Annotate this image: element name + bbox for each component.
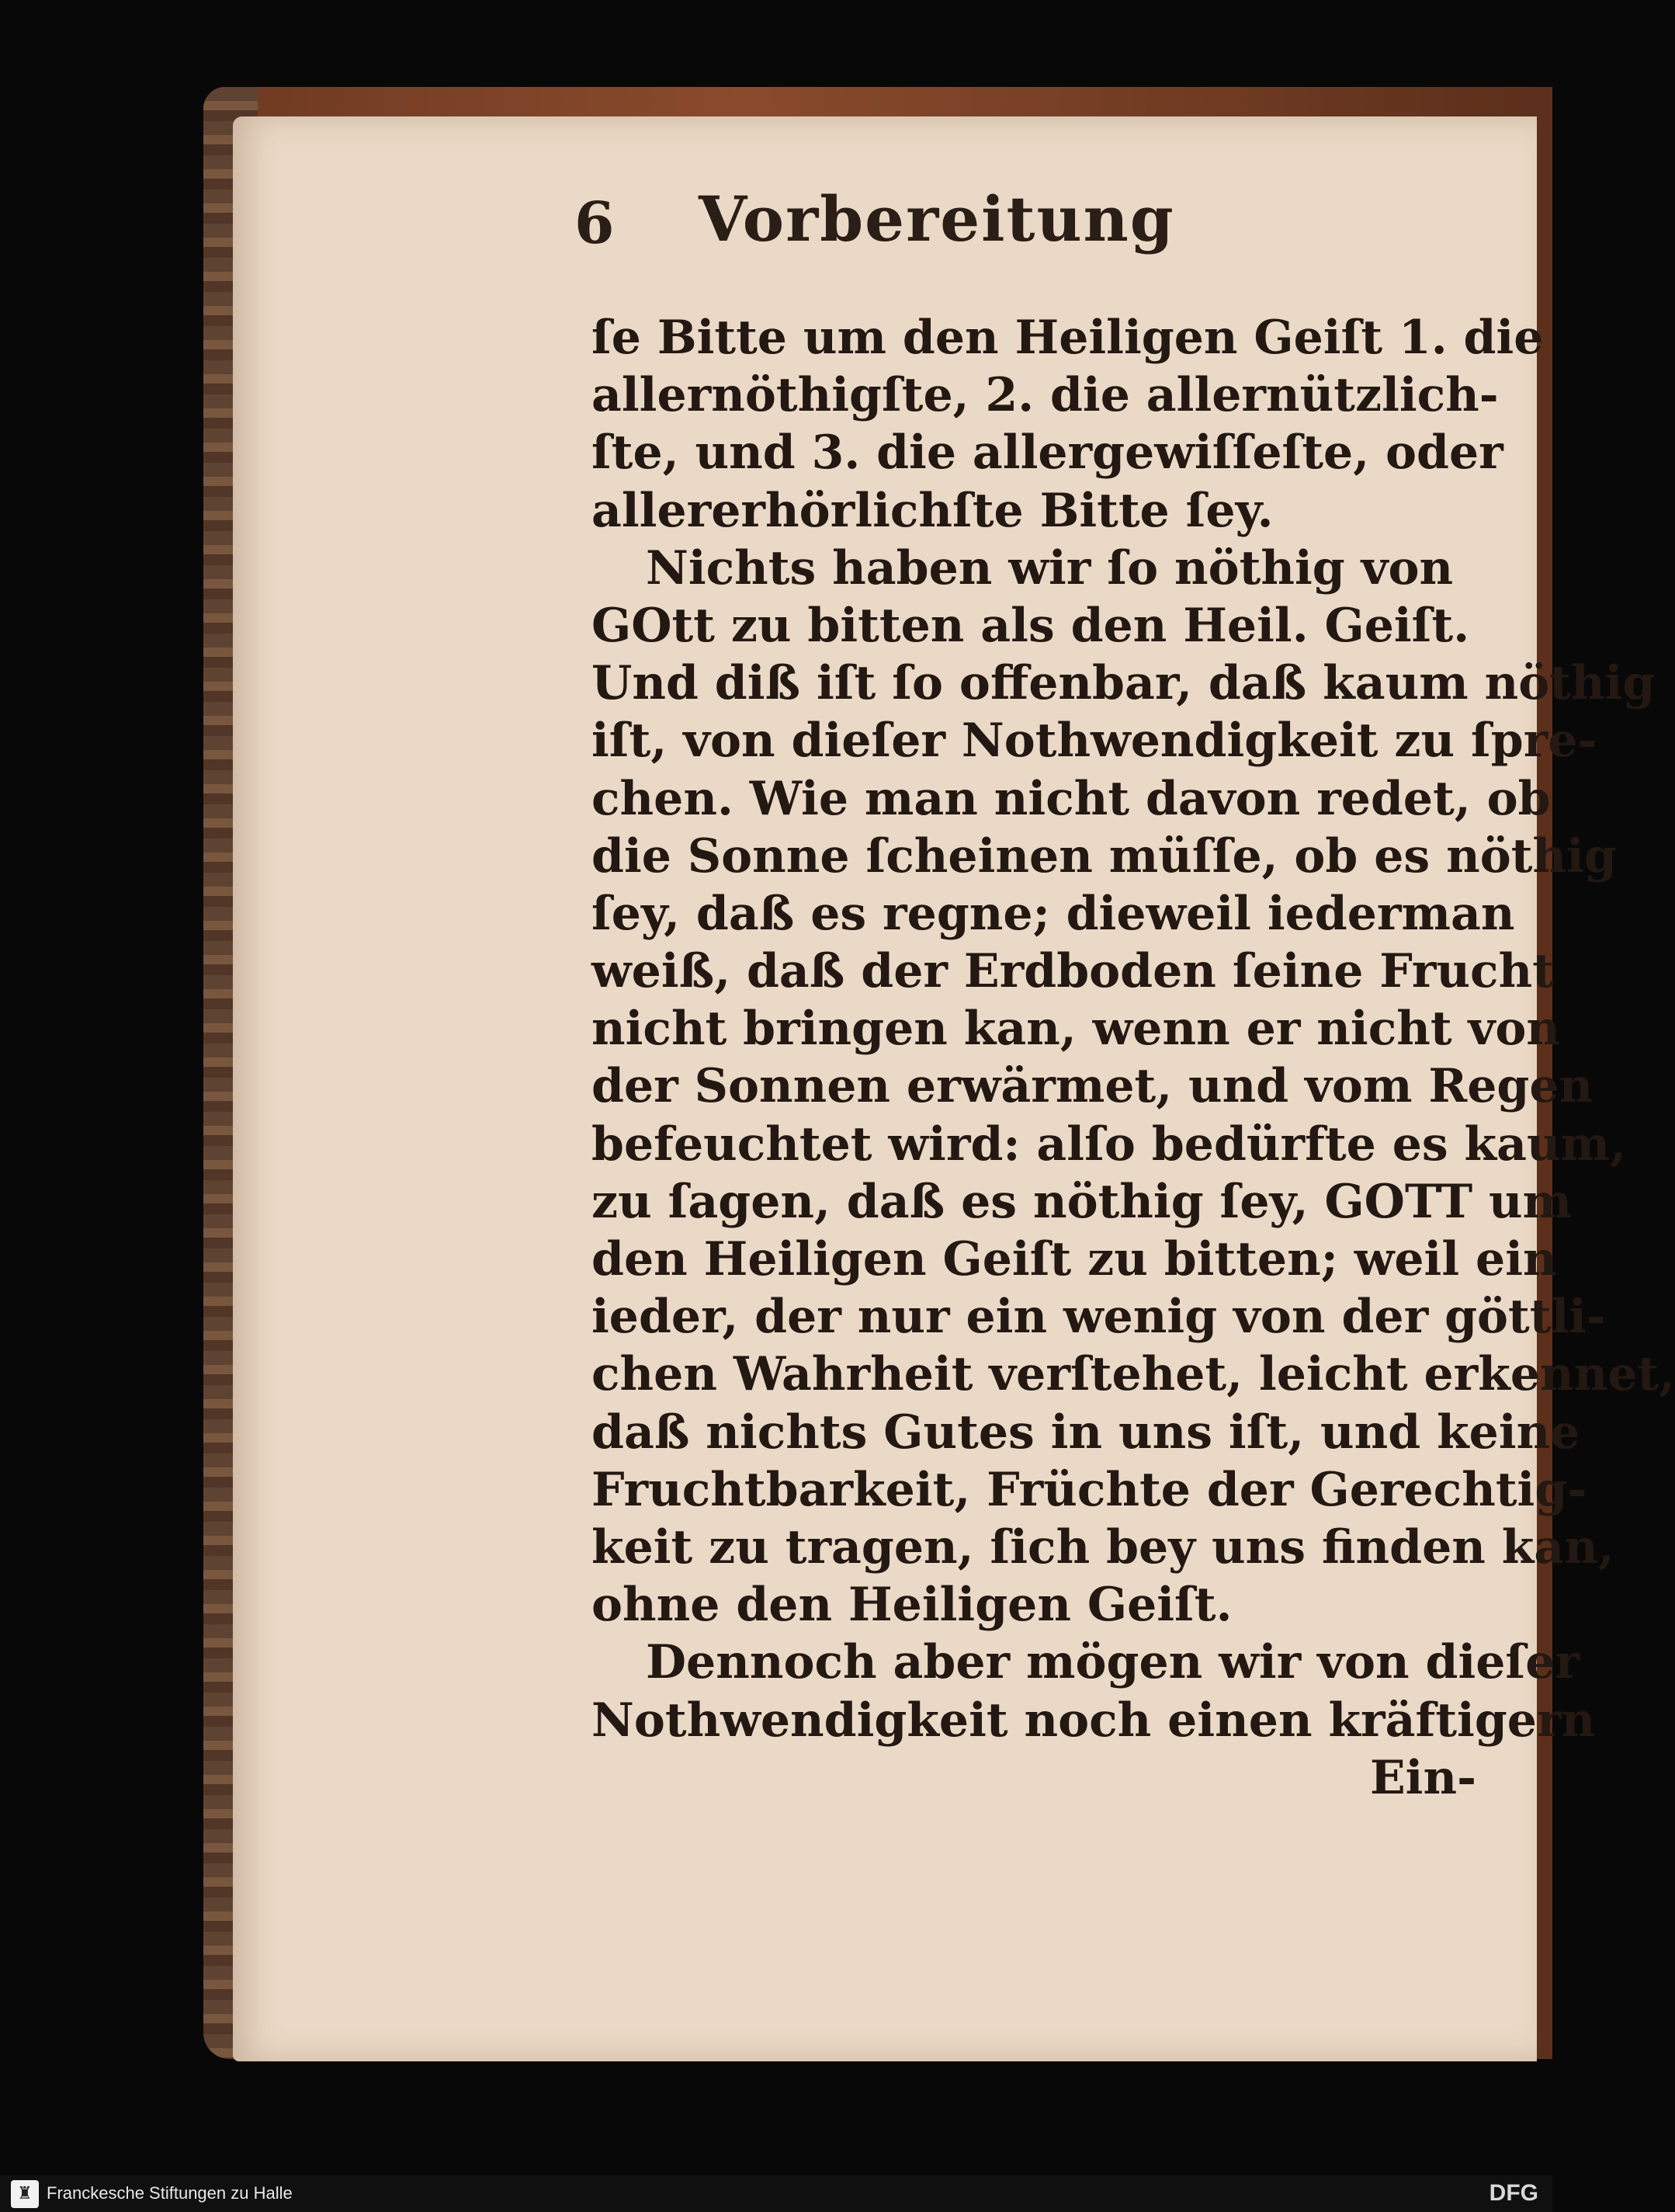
dfg-logo: DFG — [1489, 2180, 1538, 2206]
text-line: chen Wahrheit verſtehet, leicht erkennet, — [591, 1347, 1675, 1402]
text-line: Fruchtbarkeit, Früchte der Gerechtig- — [591, 1462, 1587, 1517]
text-line: allernöthigſte, 2. die allernützlich- — [591, 368, 1499, 423]
text-line: befeuchtet wird: alſo bedürfte es kaum, — [591, 1116, 1627, 1172]
text-line: Nichts haben wir ſo nöthig von — [646, 540, 1454, 596]
text-line: iſt, von dieſer Nothwendigkeit zu ſpre- — [591, 714, 1597, 769]
page-text — [591, 309, 1675, 1807]
text-line: ſte, und 3. die allergewiſſeſte, oder — [591, 425, 1503, 481]
text-line: GOtt zu bitten als den Heil. Geiſt. — [591, 598, 1470, 653]
text-line: ſey, daß es regne; dieweil iederman — [591, 886, 1515, 941]
text-line: zu ſagen, daß es nöthig ſey, GOTT um — [591, 1174, 1573, 1229]
text-line: chen. Wie man nicht davon redet, ob — [591, 771, 1551, 826]
text-line: Dennoch aber mögen wir von dieſer — [646, 1635, 1580, 1690]
text-line: ieder, der nur ein wenig von der göttli- — [591, 1290, 1606, 1345]
running-head: Vorbereitung — [699, 182, 1175, 255]
text-line: die Sonne ſcheinen müſſe, ob es nöthig — [591, 828, 1617, 884]
text-line: allererhörlichſte Bitte ſey. — [591, 483, 1274, 538]
text-line: nicht bringen kan, wenn er nicht von — [591, 1002, 1560, 1057]
viewer-footer — [0, 2176, 1552, 2212]
text-line: daß nichts Gutes in uns iſt, und keine — [591, 1405, 1580, 1460]
text-line: weiß, daß der Erdboden ſeine Frucht — [591, 944, 1554, 999]
institution-logo-icon: ♜ — [11, 2180, 39, 2208]
text-line: Nothwendigkeit noch einen kräftigern — [591, 1693, 1596, 1748]
text-line: den Heiligen Geiſt zu bitten; weil ein — [591, 1232, 1557, 1287]
page-header — [574, 182, 1273, 268]
page-number: 6 — [574, 190, 615, 257]
institution-name: Franckesche Stiftungen zu Halle — [47, 2183, 293, 2203]
text-line: keit zu tragen, ſich bey uns finden kan, — [591, 1519, 1614, 1575]
text-line: ohne den Heiligen Geiſt. — [591, 1578, 1233, 1633]
catchword: Ein- — [1369, 1750, 1476, 1805]
text-line: der Sonnen erwärmet, und vom Regen — [591, 1059, 1594, 1114]
text-line: Und diß iſt ſo offenbar, daß kaum nöthig — [591, 656, 1656, 711]
text-line: ſe Bitte um den Heiligen Geiſt 1. die — [591, 311, 1544, 365]
